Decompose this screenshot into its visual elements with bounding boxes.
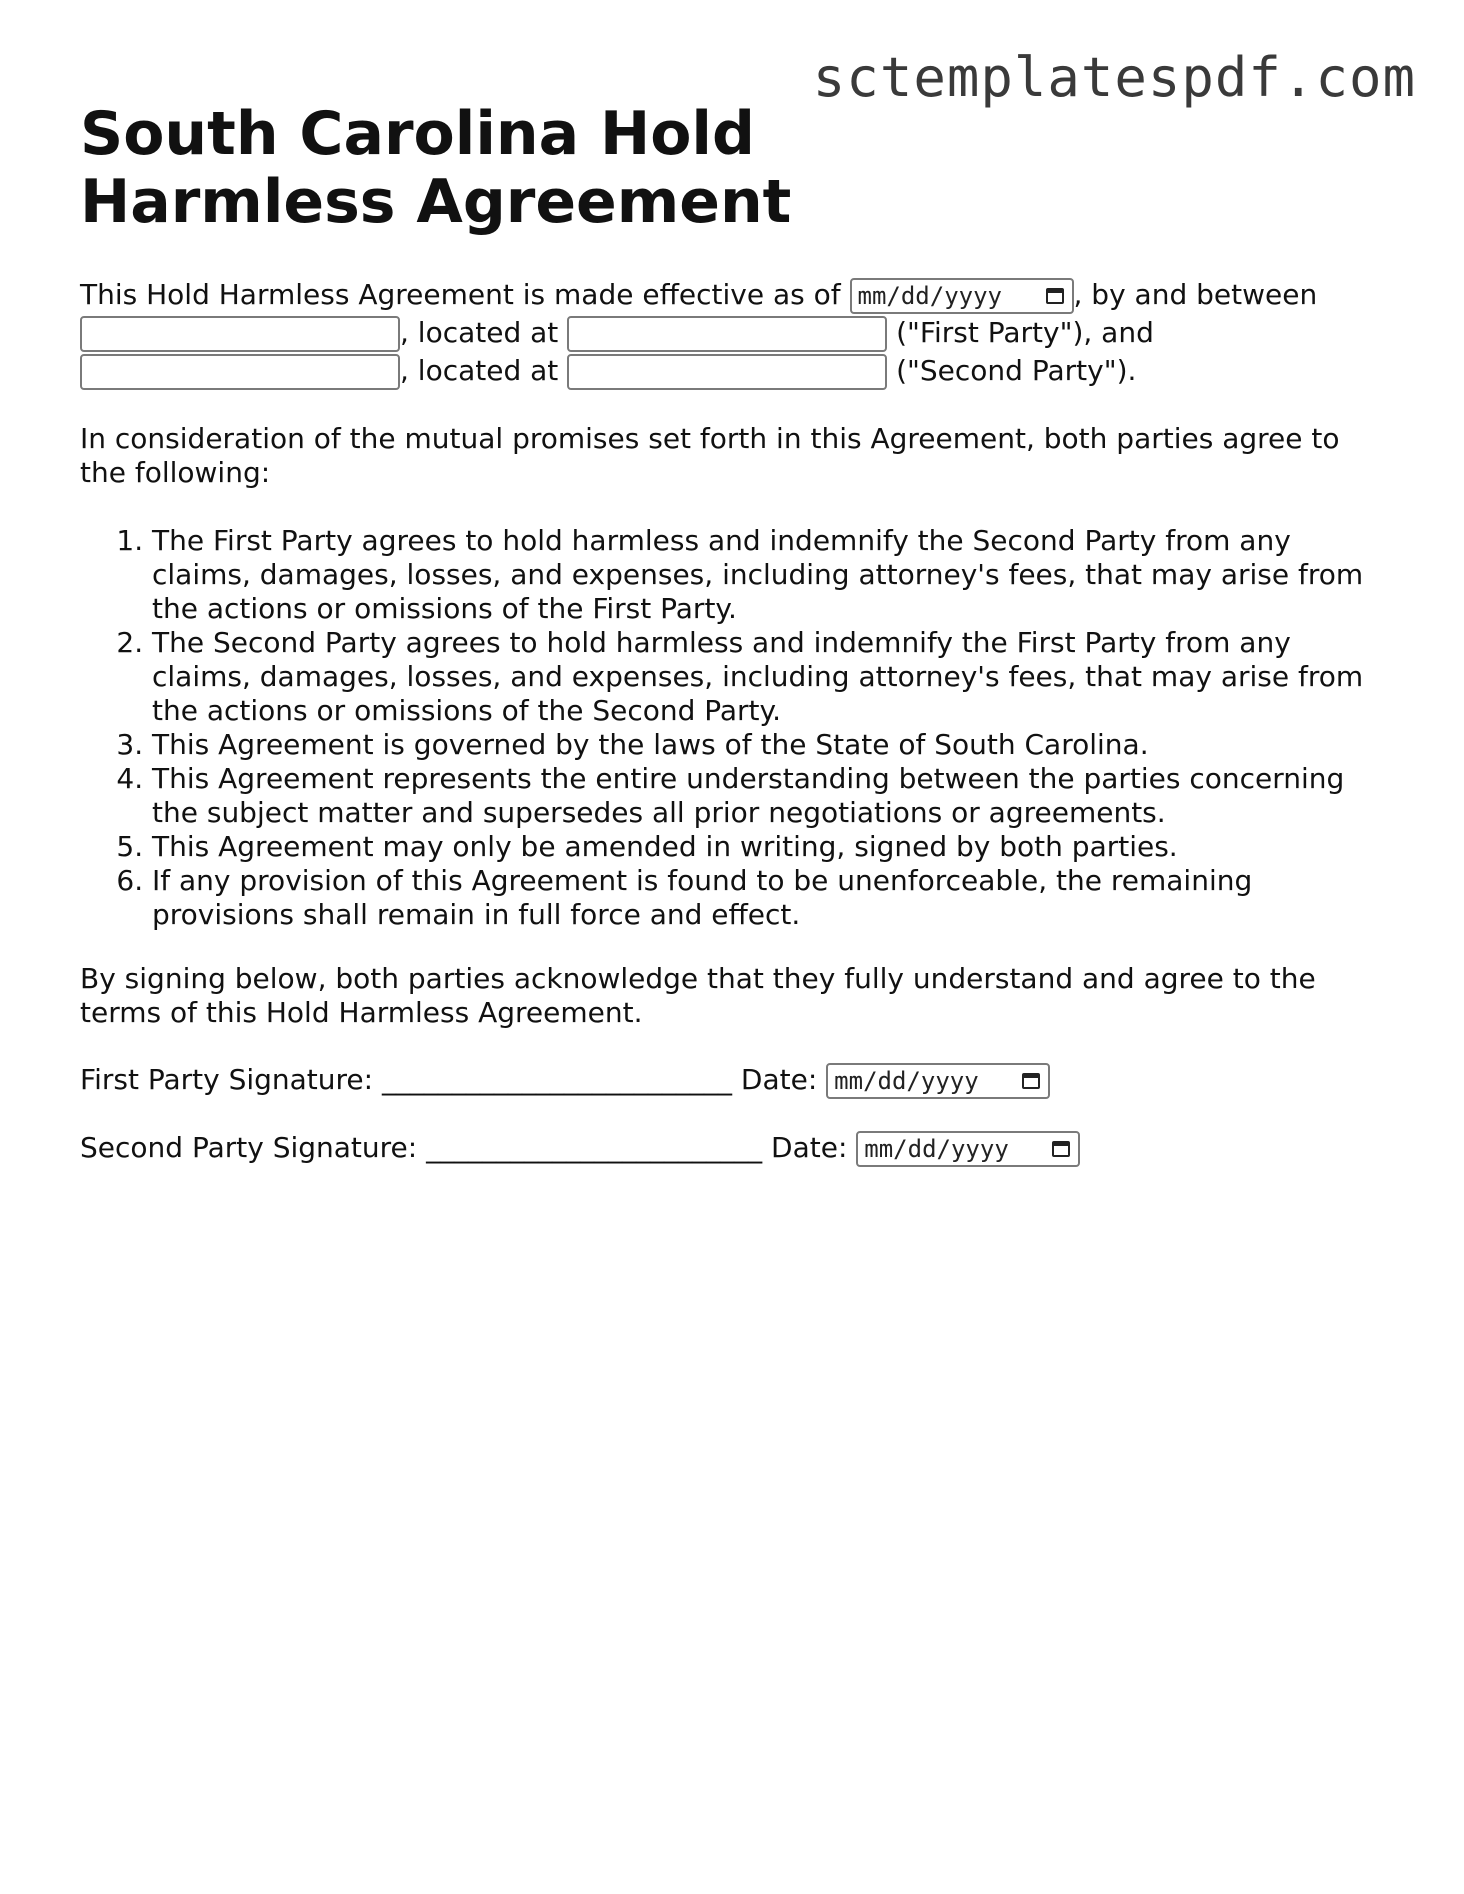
effective-date-placeholder: mm/dd/yyyy <box>857 282 1002 310</box>
calendar-icon[interactable] <box>1046 288 1064 304</box>
calendar-icon[interactable] <box>1022 1073 1040 1089</box>
watermark: sctemplatespdf.com <box>812 46 1416 109</box>
agreement-page <box>80 100 1380 1168</box>
first-party-address-input[interactable] <box>567 316 887 352</box>
clause-item: 2. The Second Party agrees to hold harmless and indemnify the First Party from any claims, damages, losses, and expenses, including attorney's fees, that may arise from the actions or omissions of the Second Party. <box>152 626 1380 728</box>
first-party-date-input[interactable] <box>826 1063 1050 1099</box>
page-title: South Carolina Hold Harmless Agreement <box>80 99 792 237</box>
intro-prefix: This Hold Harmless Agreement is made effective as of <box>80 278 841 311</box>
first-party-signature-line: _________________________ <box>382 1063 732 1096</box>
calendar-icon[interactable] <box>1052 1141 1070 1157</box>
second-party-located-at: , located at <box>400 354 559 387</box>
clause-item: 1. The First Party agrees to hold harmless and indemnify the Second Party from any claims, damages, losses, and expenses, including attorney's fees, that may arise from the actions or omissions of the First Party. <box>152 524 1380 626</box>
clause-item: 5. This Agreement may only be amended in writing, signed by both parties. <box>152 830 1380 864</box>
intro-between: , by and between <box>1073 278 1318 311</box>
clause-item: 6. If any provision of this Agreement is found to be unenforceable, the remaining provisions shall remain in full force and effect. <box>152 864 1380 932</box>
first-party-label: ("First Party"), and <box>896 316 1154 349</box>
effective-date-input[interactable] <box>850 278 1074 314</box>
second-party-signature-line: ________________________ <box>426 1131 763 1164</box>
second-party-date-label: Date: <box>771 1131 848 1164</box>
clause-item: 4. This Agreement represents the entire understanding between the parties concerning the subject matter and supersedes all prior negotiations or agreements. <box>152 762 1380 830</box>
first-party-signature-label: First Party Signature: <box>80 1063 374 1096</box>
first-party-signature-row <box>80 1060 1380 1100</box>
second-party-signature-label: Second Party Signature: <box>80 1131 418 1164</box>
second-party-date-input[interactable] <box>856 1131 1080 1167</box>
consideration-paragraph: In consideration of the mutual promises set forth in this Agreement, both parties agree to the following: <box>80 422 1340 489</box>
clause-item: 3. This Agreement is governed by the laws of the State of South Carolina. <box>152 728 1380 762</box>
acknowledgement-paragraph: By signing below, both parties acknowledge that they fully understand and agree to the terms of this Hold Harmless Agreement. <box>80 962 1316 1029</box>
first-party-date-placeholder: mm/dd/yyyy <box>834 1067 979 1095</box>
second-party-signature-row <box>80 1128 1380 1168</box>
second-party-address-input[interactable] <box>567 354 887 390</box>
first-party-located-at: , located at <box>400 316 559 349</box>
first-party-name-input[interactable] <box>80 316 400 352</box>
second-party-date-placeholder: mm/dd/yyyy <box>864 1135 1009 1163</box>
intro-paragraph <box>80 276 1380 390</box>
second-party-label: ("Second Party"). <box>896 354 1137 387</box>
first-party-date-label: Date: <box>740 1063 818 1096</box>
second-party-name-input[interactable] <box>80 354 400 390</box>
clause-list <box>80 524 1380 932</box>
